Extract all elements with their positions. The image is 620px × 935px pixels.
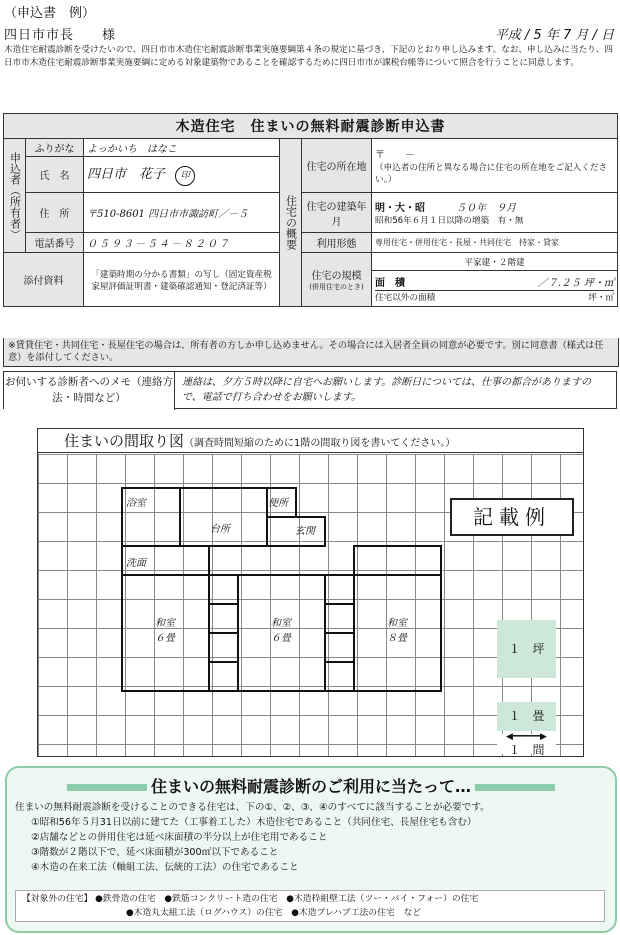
floor-plan-grid[interactable] — [38, 454, 583, 756]
room-bath: 浴室 — [126, 498, 146, 509]
usage-label: 利用形態 — [302, 233, 372, 253]
guide-item: ①昭和56年５月31日以前に建てた（工事着工した）木造住宅であること（共同住宅、長屋住宅も含む） — [31, 817, 477, 828]
exclude-line-1: 【対象外の住宅】 ●鉄骨造の住宅 ●鉄筋コンクリート造の住宅 ●木造枠組壁工法（ツー・バイ・フォー）の住宅 — [22, 894, 479, 904]
guide-lead: 住まいの無料耐震診断を受けることのできる住宅は、下の①、②、③、④のすべてに該当することが必要です。 — [15, 802, 490, 813]
hall-wall — [354, 546, 441, 575]
addressee: 四日市市長 様 — [4, 28, 117, 43]
area-value: ／７.２５ 坪・㎡ — [537, 278, 615, 289]
memo-label: お伺いする診断者へのメモ（連絡方法・時間など） — [4, 372, 175, 410]
guide-item: ④木造の在来工法（軸組工法、伝統的工法）の住宅であること — [31, 862, 299, 873]
floor-plan-section — [37, 428, 584, 757]
scale-sub: (併用住宅のとき) — [309, 283, 364, 291]
floor-plan-title — [38, 429, 583, 453]
guide-title — [7, 774, 615, 797]
built-cell[interactable] — [372, 193, 618, 233]
address-field[interactable]: 〒510-8601 四日市市諏訪町／－５ — [84, 193, 280, 233]
memo-section — [3, 371, 617, 409]
rental-notice: ※賃貸住宅・共同住宅・長屋住宅の場合は、所有者の方しか申し込めません。その場合には入居者全員の同意が必要です。別に同意書（様式は任意）を添付してください。 — [3, 338, 619, 367]
address-label: 住 所 — [26, 193, 84, 233]
name-field[interactable] — [84, 157, 280, 193]
furigana-field[interactable]: よっかいち はなこ — [84, 139, 280, 157]
guide-item: ②店舗などとの併用住宅は延べ床面積の半分以上が住宅用であること — [31, 832, 328, 843]
name-label: 氏 名 — [26, 157, 84, 193]
legend-tsubo: １ 坪 — [497, 620, 556, 678]
room-washroom: 洗面 — [126, 558, 146, 569]
name-value: 四日市 花子 — [87, 167, 166, 182]
room-toilet: 便所 — [268, 498, 288, 509]
scale-label-cell — [302, 253, 372, 307]
doc-type: （申込書 例） — [4, 6, 96, 21]
phone-field[interactable]: ０５９３－５４－８２０７ — [84, 233, 280, 253]
title-bar-right — [475, 784, 555, 791]
location-cell[interactable] — [372, 139, 618, 193]
legend-jo: １ 畳 — [497, 702, 556, 731]
applicant-section-label: 申込者（所有者） — [4, 139, 26, 253]
eligibility-guide — [5, 766, 617, 933]
exclude-line-2: ●木造丸太組工法（ログハウス）の住宅 ●木造プレハブ工法の住宅 など — [126, 908, 422, 918]
built-era: 明・大・昭 — [375, 203, 425, 214]
scale-label: 住宅の規模 — [311, 271, 362, 282]
area-label: 面 積 — [375, 278, 405, 289]
intro-text: 木造住宅耐震診断を受けたいので、四日市市木造住宅耐震診断事業実施要綱第４条の規定に基づき、下記のとおり申し込みます。なお、申し込みに当たり、四日市市木造住宅耐震診断事業実施要綱に定める対象建築物であることを確認するために四日市市が課税台帳等について照合を行うことに同意します。 — [4, 45, 613, 68]
phone-label: 電話番号 — [26, 233, 84, 253]
seal-stamp: 印 — [175, 166, 195, 186]
example-label: 記載例 — [450, 498, 574, 536]
location-label: 住宅の所在地 — [302, 139, 372, 193]
room-entrance: 玄関 — [295, 526, 315, 537]
guide-item: ③階数が２階以下で、延べ床面積が300㎡以下であること — [31, 847, 279, 858]
room-kitchen: 台所 — [210, 524, 230, 535]
guide-body — [15, 800, 610, 875]
guide-title-text: 住まいの無料耐震診断のご利用に当たって… — [150, 777, 471, 796]
furigana-label: ふりがな — [26, 139, 84, 157]
excluded-housing — [15, 890, 605, 922]
application-date: 平成 / 5 年 7 月 / 日 — [494, 28, 614, 43]
floor-plan-subtitle: （調査時間短縮のために1階の間取り図を書いてください。） — [184, 438, 456, 449]
area-cell[interactable] — [372, 271, 618, 307]
form-title: 木造住宅 住まいの無料耐震診断申込書 — [4, 114, 618, 139]
attach-label: 添付資料 — [4, 253, 84, 307]
usage-field[interactable]: 専用住宅・併用住宅・長屋・共同住宅 持家・貸家 — [372, 233, 618, 253]
room-wa3: 和室 ８畳 — [387, 618, 407, 644]
legend-ken-label: １ 間 — [508, 743, 545, 757]
built-note: 昭和56年６月１日以降の増築 有・無 — [375, 216, 524, 226]
title-bar-left — [67, 784, 147, 791]
floors-field[interactable]: 平家建・２階建 — [372, 253, 618, 271]
built-value: ５０年 ９月 — [456, 203, 517, 214]
overview-section-label: 住宅の概要 — [280, 139, 302, 307]
other-area-unit: 坪・㎡ — [588, 293, 615, 303]
room-wa1: 和室 ６畳 — [155, 618, 175, 644]
memo-field[interactable]: 連絡は、夕方５時以降に自宅へお願いします。診断日については、仕事の都合がありますので、電話で打ち合わせをお願いします。 — [182, 377, 591, 403]
floor-plan-heading: 住まいの間取り図 — [64, 432, 185, 450]
built-label: 住宅の建築年月 — [302, 193, 372, 233]
attach-value: 「建築時期の分かる書類」の写し（固定資産税家屋評価証明書・建築確認通知・登記済証等） — [84, 253, 280, 307]
room-wa2: 和室 ６畳 — [271, 618, 291, 644]
other-area-label: 住宅以外の面積 — [375, 293, 436, 303]
location-note: （申込者の住所と異なる場合に住宅の所在地をご記入ください。） — [375, 163, 608, 185]
arrow-icon: ◀━━━━━▶ — [506, 732, 547, 742]
application-form — [3, 113, 618, 307]
location-postal: 〒 － — [375, 150, 415, 161]
legend-ken — [497, 732, 556, 757]
kitchen-wall — [180, 488, 267, 546]
